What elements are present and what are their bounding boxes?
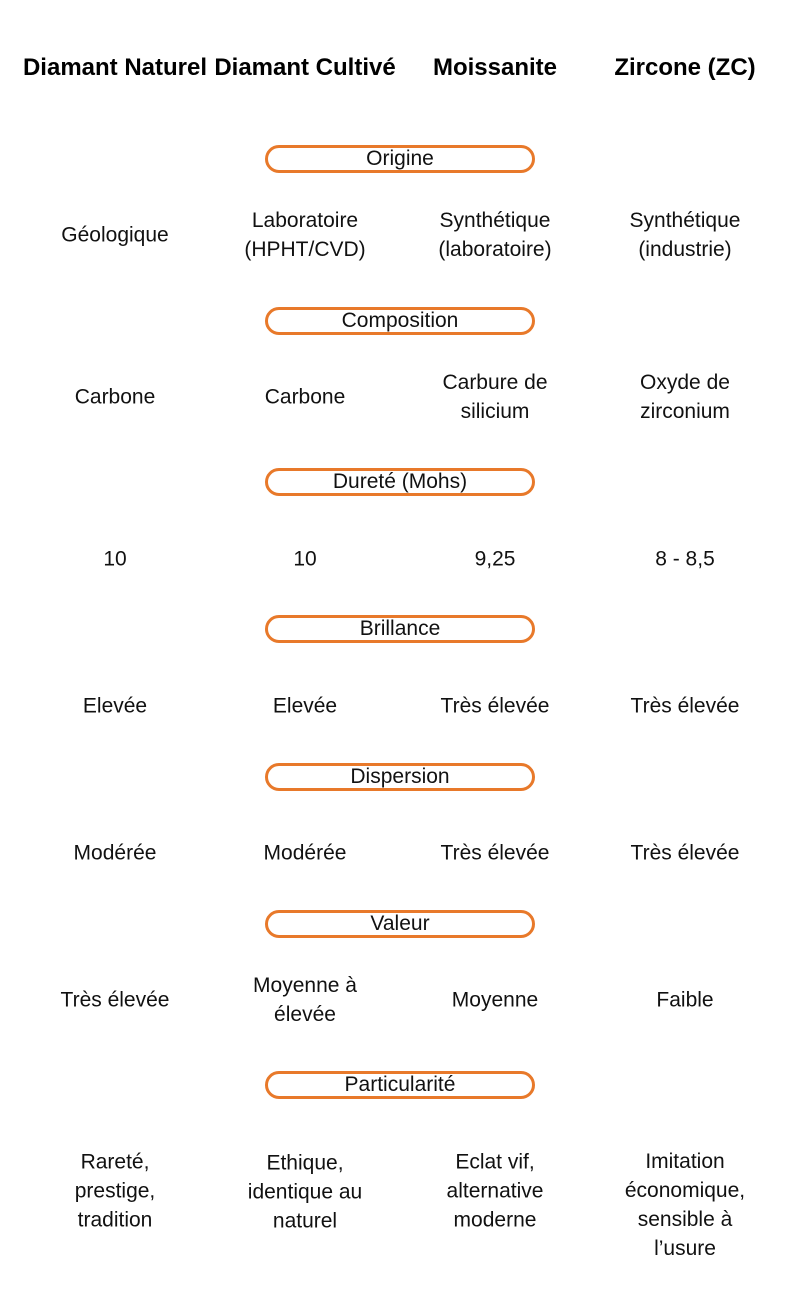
cell-composition-zircone: Oxyde de zirconium <box>640 371 730 423</box>
section-title-brillance: Brillance <box>265 615 535 643</box>
cell-brillance-moissanite: Très élevée <box>440 694 550 718</box>
cell-composition-diamant-naturel: Carbone <box>74 385 156 409</box>
cell-particularite-zircone: Imitation économique, sensible à l’usure <box>624 1150 746 1260</box>
cell-dispersion-diamant-naturel: Modérée <box>73 841 157 865</box>
cell-particularite-diamant-cultive: Ethique, identique au naturel <box>247 1151 363 1233</box>
section-title-composition: Composition <box>265 307 535 335</box>
cell-origine-diamant-naturel: Géologique <box>61 223 169 247</box>
cell-durete-diamant-cultive: 10 <box>293 547 317 571</box>
cell-origine-diamant-cultive: Laboratoire (HPHT/CVD) <box>244 209 366 261</box>
cell-valeur-diamant-cultive: Moyenne à élevée <box>253 974 357 1026</box>
cell-durete-diamant-naturel: 10 <box>103 547 127 571</box>
cell-brillance-diamant-cultive: Elevée <box>272 694 338 718</box>
cell-brillance-diamant-naturel: Elevée <box>82 694 148 718</box>
column-header-moissanite: Moissanite <box>432 54 558 81</box>
cell-dispersion-zircone: Très élevée <box>630 841 740 865</box>
cell-valeur-moissanite: Moyenne <box>451 988 539 1012</box>
cell-composition-diamant-cultive: Carbone <box>264 385 346 409</box>
section-title-particularite: Particularité <box>265 1071 535 1099</box>
cell-brillance-zircone: Très élevée <box>630 694 740 718</box>
cell-dispersion-diamant-cultive: Modérée <box>263 841 347 865</box>
cell-valeur-diamant-naturel: Très élevée <box>60 988 170 1012</box>
cell-durete-moissanite: 9,25 <box>474 547 516 571</box>
cell-origine-moissanite: Synthétique (laboratoire) <box>438 209 552 261</box>
column-header-diamant-naturel: Diamant Naturel <box>22 54 208 81</box>
cell-durete-zircone: 8 - 8,5 <box>655 547 715 571</box>
cell-origine-zircone: Synthétique (industrie) <box>629 209 741 261</box>
column-header-zircone: Zircone (ZC) <box>614 54 756 81</box>
cell-dispersion-moissanite: Très élevée <box>440 841 550 865</box>
cell-particularite-diamant-naturel: Rareté, prestige, tradition <box>74 1150 156 1232</box>
cell-composition-moissanite: Carbure de silicium <box>442 371 548 423</box>
cell-particularite-moissanite: Eclat vif, alternative moderne <box>446 1150 544 1232</box>
section-title-origine: Origine <box>265 145 535 173</box>
cell-valeur-zircone: Faible <box>656 988 714 1012</box>
column-header-diamant-cultive: Diamant Cultivé <box>214 54 396 81</box>
section-title-durete: Dureté (Mohs) <box>265 468 535 496</box>
section-title-dispersion: Dispersion <box>265 763 535 791</box>
section-title-valeur: Valeur <box>265 910 535 938</box>
